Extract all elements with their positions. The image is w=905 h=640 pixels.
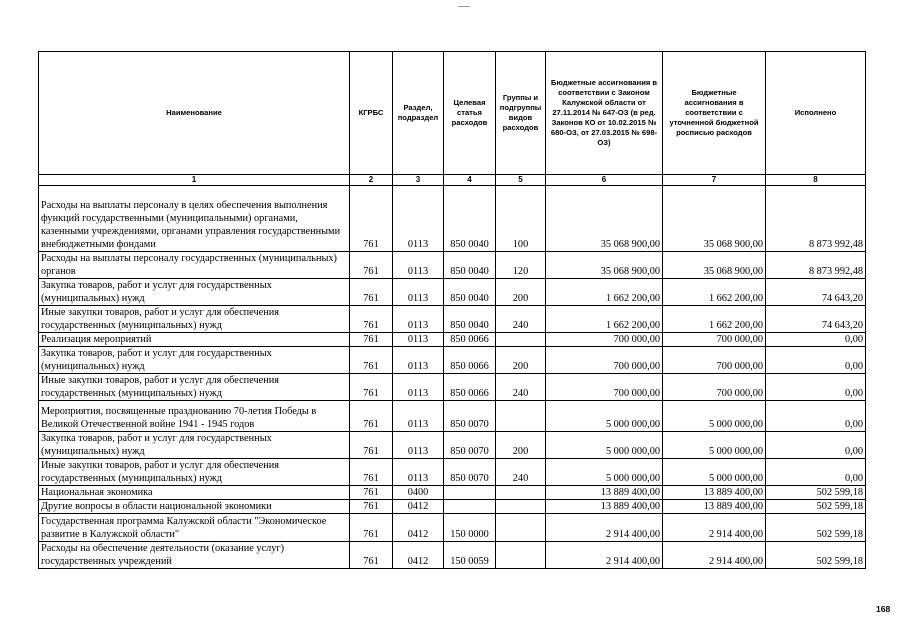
table-row (39, 252, 866, 279)
header-refined-allocations: Бюджетные ассигнования в соответствии с уточненной бюджетной росписью расходов (663, 52, 766, 175)
row-name: Реализация мероприятий (39, 333, 350, 347)
row-section: 0113 (393, 347, 444, 374)
budget-table (38, 51, 866, 569)
row-group (496, 514, 546, 542)
row-refined: 1 662 200,00 (663, 279, 766, 306)
row-law: 35 068 900,00 (546, 186, 663, 252)
row-section: 0113 (393, 432, 444, 459)
row-group: 100 (496, 186, 546, 252)
row-executed: 0,00 (766, 401, 866, 432)
row-group: 200 (496, 347, 546, 374)
row-law: 5 000 000,00 (546, 459, 663, 486)
row-refined: 5 000 000,00 (663, 432, 766, 459)
row-group: 240 (496, 374, 546, 401)
row-executed: 502 599,18 (766, 514, 866, 542)
row-law: 700 000,00 (546, 333, 663, 347)
row-name: Расходы на выплаты персоналу в целях обеспечения выполнения функций государственными (муниципальными) органами, казенными учреждениями, органами управления государственными внебюджетными фондами (39, 186, 350, 252)
table-row (39, 500, 866, 514)
row-group: 120 (496, 252, 546, 279)
row-section: 0113 (393, 186, 444, 252)
table-row (39, 486, 866, 500)
row-refined: 35 068 900,00 (663, 186, 766, 252)
row-executed: 0,00 (766, 459, 866, 486)
row-target: 850 0070 (444, 459, 496, 486)
row-executed: 502 599,18 (766, 500, 866, 514)
row-target (444, 500, 496, 514)
table-row (39, 279, 866, 306)
row-refined: 1 662 200,00 (663, 306, 766, 333)
row-group: 200 (496, 279, 546, 306)
column-number: 7 (663, 175, 766, 186)
row-refined: 5 000 000,00 (663, 459, 766, 486)
row-target: 850 0040 (444, 279, 496, 306)
column-number-row (39, 175, 866, 186)
column-number: 8 (766, 175, 866, 186)
row-kgrbs: 761 (350, 252, 393, 279)
row-name: Закупка товаров, работ и услуг для государственных (муниципальных) нужд (39, 279, 350, 306)
row-target: 150 0059 (444, 542, 496, 569)
row-name: Иные закупки товаров, работ и услуг для обеспечения государственных (муниципальных) нужд (39, 306, 350, 333)
table-row (39, 374, 866, 401)
row-refined: 700 000,00 (663, 347, 766, 374)
row-refined: 700 000,00 (663, 374, 766, 401)
table-row (39, 432, 866, 459)
table-row (39, 542, 866, 569)
header-kgrbs: КГРБС (350, 52, 393, 175)
row-target: 850 0040 (444, 306, 496, 333)
row-name: Закупка товаров, работ и услуг для государственных (муниципальных) нужд (39, 347, 350, 374)
row-name: Мероприятия, посвященные празднованию 70-летия Победы в Великой Отечественной войне 1941 - 1945 годов (39, 401, 350, 432)
row-kgrbs: 761 (350, 186, 393, 252)
column-number: 6 (546, 175, 663, 186)
table-row (39, 514, 866, 542)
row-group: 240 (496, 306, 546, 333)
header-executed: Исполнено (766, 52, 866, 175)
row-name: Государственная программа Калужской области "Экономическое развитие в Калужской области" (39, 514, 350, 542)
header-row (39, 52, 866, 175)
row-section: 0113 (393, 306, 444, 333)
row-executed: 8 873 992,48 (766, 252, 866, 279)
page-number: 168 (876, 604, 891, 614)
row-executed: 74 643,20 (766, 279, 866, 306)
row-target (444, 486, 496, 500)
row-name: Закупка товаров, работ и услуг для государственных (муниципальных) нужд (39, 432, 350, 459)
row-law: 2 914 400,00 (546, 514, 663, 542)
row-kgrbs: 761 (350, 279, 393, 306)
row-name: Расходы на обеспечение деятельности (оказание услуг) государственных учреждений (39, 542, 350, 569)
row-target: 850 0040 (444, 186, 496, 252)
row-target: 150 0000 (444, 514, 496, 542)
header-section: Раздел, подраздел (393, 52, 444, 175)
row-kgrbs: 761 (350, 486, 393, 500)
table-row (39, 401, 866, 432)
row-executed: 0,00 (766, 432, 866, 459)
row-section: 0412 (393, 542, 444, 569)
row-group (496, 401, 546, 432)
row-refined: 2 914 400,00 (663, 542, 766, 569)
row-target: 850 0040 (444, 252, 496, 279)
row-executed: 0,00 (766, 333, 866, 347)
row-target: 850 0070 (444, 432, 496, 459)
row-name: Другие вопросы в области национальной экономики (39, 500, 350, 514)
row-group (496, 486, 546, 500)
row-executed: 0,00 (766, 374, 866, 401)
row-kgrbs: 761 (350, 374, 393, 401)
row-refined: 5 000 000,00 (663, 401, 766, 432)
row-group: 200 (496, 432, 546, 459)
row-section: 0400 (393, 486, 444, 500)
row-law: 5 000 000,00 (546, 432, 663, 459)
row-refined: 700 000,00 (663, 333, 766, 347)
row-kgrbs: 761 (350, 500, 393, 514)
row-executed: 502 599,18 (766, 542, 866, 569)
row-name: Иные закупки товаров, работ и услуг для обеспечения государственных (муниципальных) нужд (39, 374, 350, 401)
row-kgrbs: 761 (350, 306, 393, 333)
row-section: 0412 (393, 500, 444, 514)
row-kgrbs: 761 (350, 347, 393, 374)
row-law: 700 000,00 (546, 374, 663, 401)
column-number: 5 (496, 175, 546, 186)
row-target: 850 0066 (444, 333, 496, 347)
row-executed: 74 643,20 (766, 306, 866, 333)
row-section: 0113 (393, 374, 444, 401)
row-kgrbs: 761 (350, 333, 393, 347)
header-law-allocations: Бюджетные ассигнования в соответствии с Законом Калужской области от 27.11.2014 № 647-ОЗ (в ред. Законов КО от 10.02.2015 № 680-ОЗ, от 27.03.2015 № 698-ОЗ) (546, 52, 663, 175)
row-executed: 502 599,18 (766, 486, 866, 500)
row-executed: 8 873 992,48 (766, 186, 866, 252)
row-kgrbs: 761 (350, 542, 393, 569)
column-number: 1 (39, 175, 350, 186)
row-law: 2 914 400,00 (546, 542, 663, 569)
row-law: 1 662 200,00 (546, 279, 663, 306)
table-row (39, 306, 866, 333)
table-row (39, 333, 866, 347)
header-target: Целевая статья расходов (444, 52, 496, 175)
row-kgrbs: 761 (350, 432, 393, 459)
row-law: 5 000 000,00 (546, 401, 663, 432)
row-section: 0113 (393, 279, 444, 306)
row-section: 0113 (393, 459, 444, 486)
row-refined: 13 889 400,00 (663, 486, 766, 500)
row-kgrbs: 761 (350, 514, 393, 542)
row-section: 0113 (393, 252, 444, 279)
row-section: 0412 (393, 514, 444, 542)
column-number: 2 (350, 175, 393, 186)
row-law: 35 068 900,00 (546, 252, 663, 279)
row-law: 13 889 400,00 (546, 500, 663, 514)
row-refined: 2 914 400,00 (663, 514, 766, 542)
row-name: Иные закупки товаров, работ и услуг для обеспечения государственных (муниципальных) нужд (39, 459, 350, 486)
scan-mark (458, 6, 470, 7)
row-section: 0113 (393, 401, 444, 432)
table-row (39, 347, 866, 374)
row-group (496, 333, 546, 347)
row-law: 700 000,00 (546, 347, 663, 374)
row-refined: 13 889 400,00 (663, 500, 766, 514)
row-executed: 0,00 (766, 347, 866, 374)
row-law: 13 889 400,00 (546, 486, 663, 500)
header-groups: Группы и подгруппы видов расходов (496, 52, 546, 175)
row-kgrbs: 761 (350, 401, 393, 432)
row-name: Расходы на выплаты персоналу государственных (муниципальных) органов (39, 252, 350, 279)
table-row (39, 186, 866, 252)
row-law: 1 662 200,00 (546, 306, 663, 333)
row-group (496, 500, 546, 514)
row-kgrbs: 761 (350, 459, 393, 486)
row-refined: 35 068 900,00 (663, 252, 766, 279)
row-group (496, 542, 546, 569)
row-name: Национальная экономика (39, 486, 350, 500)
row-target: 850 0066 (444, 374, 496, 401)
table-row (39, 459, 866, 486)
row-target: 850 0070 (444, 401, 496, 432)
row-target: 850 0066 (444, 347, 496, 374)
row-section: 0113 (393, 333, 444, 347)
column-number: 4 (444, 175, 496, 186)
column-number: 3 (393, 175, 444, 186)
header-name: Наименование (39, 52, 350, 175)
row-group: 240 (496, 459, 546, 486)
